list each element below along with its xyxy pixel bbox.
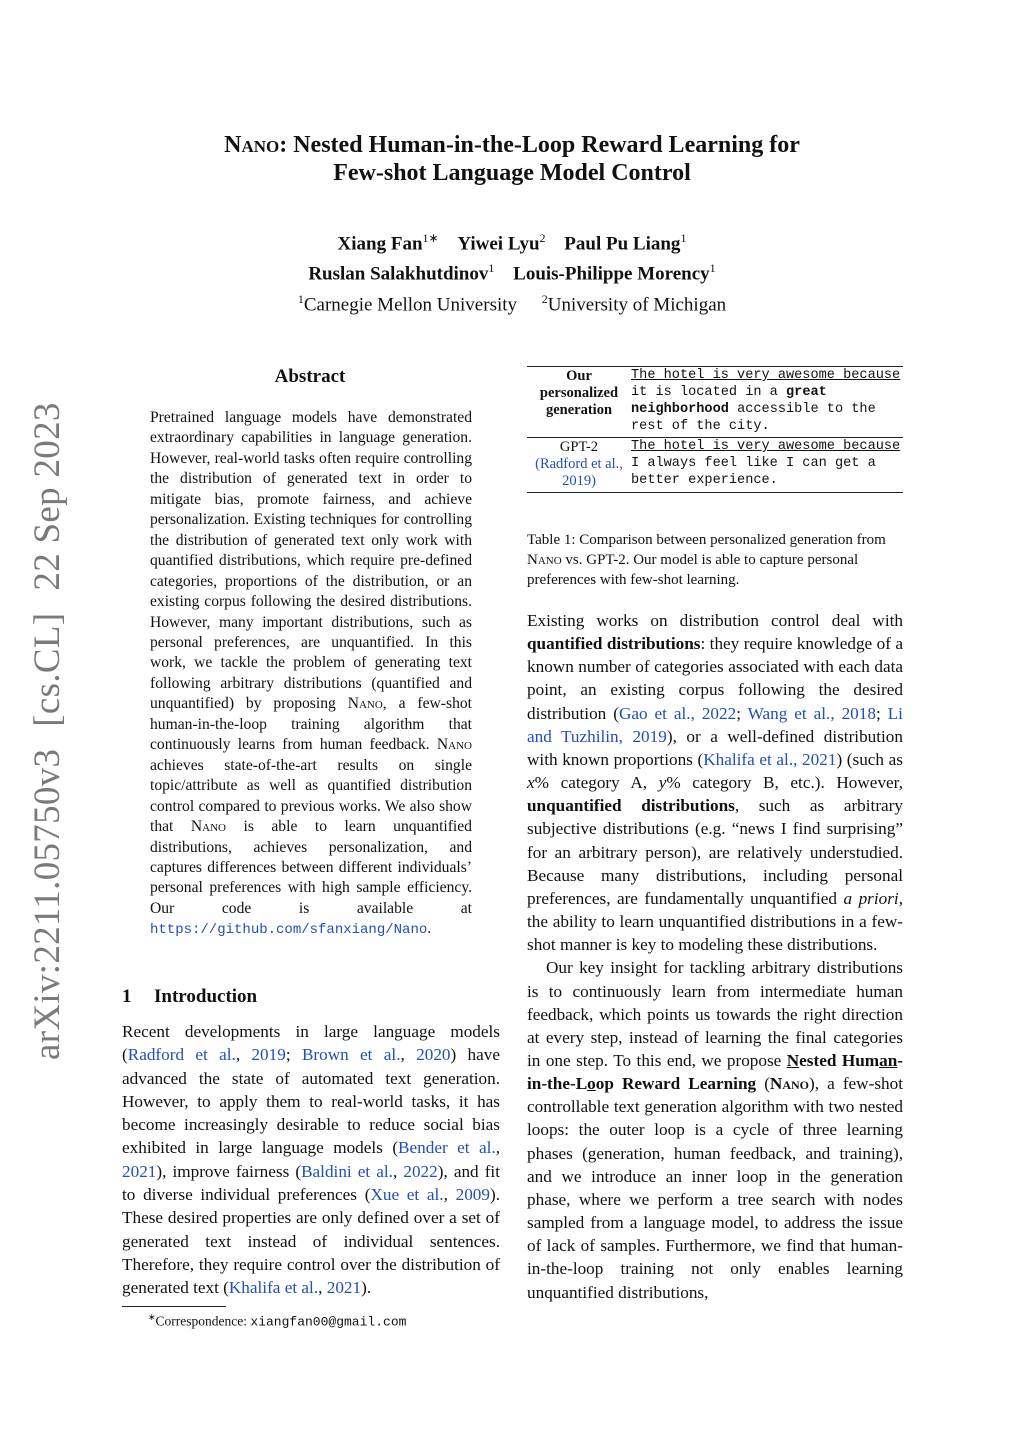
citation-link[interactable]: 2009 bbox=[455, 1185, 490, 1205]
nano-name: Nano bbox=[527, 552, 562, 569]
author-block bbox=[0, 226, 1024, 317]
prompt-text: The hotel is very awesome because bbox=[631, 368, 901, 383]
citation-link[interactable]: Radford et al. bbox=[127, 1045, 236, 1065]
nano-name: Nano bbox=[436, 736, 472, 754]
author-name: Yiwei Lyu bbox=[457, 233, 540, 255]
paragraph: Our key insight for tackling arbitrary distributions is to continuously learn from intermediate human feedback, which points us towards the right direction at every step, instead of learning the final categories in one step. To this end, we propose Nested Human-in-the-Loop Reward Learning (Nano), a few-shot controllable text generation algorithm with two nested loops: the outer loop is a cycle of three learning phases (generation, human feedback, and training), and we introduce an inner loop in the generation phase, where we perform a tree search with nodes sampled from a language model, to address the issue of lack of samples. Furthermore, we find that human-in-the-loop training not only enables learning unquantified distributions, bbox=[527, 958, 903, 1302]
footnote-mark: ∗ bbox=[148, 1312, 156, 1322]
affiliation-mark: 1 bbox=[297, 291, 304, 306]
comparison-table bbox=[527, 366, 903, 493]
arxiv-category: [cs.CL] bbox=[27, 612, 68, 727]
author-affiliation-mark: 2 bbox=[539, 231, 546, 245]
author-affiliation-mark: 1 bbox=[680, 231, 687, 245]
citation-link[interactable]: 2021 bbox=[326, 1278, 362, 1298]
title-line2: Few-shot Language Model Control bbox=[333, 160, 691, 186]
citation-link[interactable]: 2019 bbox=[251, 1045, 286, 1065]
arxiv-stamp bbox=[26, 402, 69, 1060]
affiliation-mark: 2 bbox=[541, 291, 548, 306]
footnote bbox=[148, 1312, 406, 1330]
table-rule-bottom bbox=[527, 492, 903, 493]
title-line1: : Nested Human-in-the-Loop Reward Learning for bbox=[279, 132, 800, 158]
author-name: Louis-Philippe Morency bbox=[513, 263, 710, 285]
author-affiliation-mark: 1 bbox=[709, 261, 716, 276]
citation-link[interactable]: Baldini et al. bbox=[301, 1161, 393, 1181]
citation-link[interactable]: 2020 bbox=[416, 1045, 451, 1065]
affiliation: University of Michigan bbox=[547, 293, 727, 315]
author-affiliation-mark: 1∗ bbox=[422, 231, 439, 245]
citation-link[interactable]: Wang et al., 2018 bbox=[747, 703, 876, 723]
highlighted-phrase: great neighborhood bbox=[631, 385, 827, 417]
row-label bbox=[527, 438, 631, 490]
section-title: Introduction bbox=[154, 986, 258, 1007]
section-heading bbox=[122, 986, 257, 1008]
citation-link[interactable]: Khalifa et al. bbox=[228, 1278, 319, 1298]
model-name: GPT-2 bbox=[559, 439, 599, 455]
citation-link[interactable]: Xue et al. bbox=[370, 1185, 444, 1205]
citation-link[interactable]: (Radford et al., 2019) bbox=[535, 456, 623, 489]
nano-name: Nano bbox=[769, 1074, 810, 1094]
footnote-divider bbox=[122, 1306, 226, 1307]
nano-name: Nano bbox=[347, 695, 383, 713]
nano-name: Nano bbox=[190, 818, 226, 836]
generated-text: The hotel is very awesome because it is located in a great neighborhood accessible to the rest of the city. bbox=[631, 368, 901, 434]
generated-text: The hotel is very awesome because I always feel like I can get a better experience. bbox=[631, 439, 901, 488]
correspondence-email[interactable]: xiangfan00@gmail.com bbox=[250, 1314, 407, 1330]
code-url-link[interactable]: https://github.com/sfanxiang/Nano bbox=[150, 922, 428, 939]
abstract-heading: Abstract bbox=[274, 366, 346, 387]
intro-paragraph: Recent developments in large language models (Radford et al., 2019; Brown et al., 2020) have advanced the state of automated text generation. However, to apply them to real-world tasks, it has become increasingly desirable to reduce social bias exhibited in large language models (Bender et al., 2021), improve fairness (Baldini et al., 2022), and fit to diverse individual preferences (Xue et al., 2009). These desired properties are only defined over a set of generated text instead of individual sentences. Therefore, they require control over the distribution of generated text (Khalifa et al., 2021). bbox=[122, 1022, 500, 1298]
footnote-label: Correspondence: bbox=[155, 1313, 251, 1329]
table-row bbox=[527, 438, 903, 492]
citation-link[interactable]: Li and Tuzhilin, 2019 bbox=[527, 703, 903, 746]
title-nano: Nano bbox=[224, 132, 280, 158]
author-name: Xiang Fan bbox=[337, 233, 423, 255]
affiliation: Carnegie Mellon University bbox=[303, 293, 518, 315]
row-label: Our personalized generation bbox=[539, 368, 619, 418]
citation-link[interactable]: Gao et al., 2022 bbox=[618, 703, 737, 723]
table-caption: Table 1: Comparison between personalized generation from Nano vs. GPT-2. Our model is able to capture personal preferences with few-shot learning. bbox=[527, 532, 886, 589]
abstract-text: Pretrained language models have demonstrated extraordinary capabilities in language generation. However, real-world tasks often require controlling the distribution of generated text in order to mitigate bias, promote fairness, and achieve personalization. Existing techniques for controlling the distribution of generated text only work with quantified distributions, which require pre-defined categories, proportions of the distribution, or an existing corpus following the desired distributions. However, many important distributions, such as personal preferences, are unquantified. In this work, we tackle the problem of generating text following arbitrary distributions (quantified and unquantified) by proposing Nano, a few-shot human-in-the-loop training algorithm that continuously learns from human feedback. Nano achieves state-of-the-art results on single topic/attribute as well as quantified distribution control compared to previous works. We also show that Nano is able to learn unquantified distributions, achieves personalization, and captures differences between different individuals’ personal preferences with high sample efficiency. Our code is available at https://github.com/sfanxiang/Nano. bbox=[150, 409, 472, 939]
arxiv-id: arXiv:2211.05750v3 bbox=[27, 748, 68, 1060]
paper-title bbox=[0, 131, 1024, 187]
citation-link[interactable]: Brown et al. bbox=[301, 1045, 401, 1065]
arxiv-date: 22 Sep 2023 bbox=[27, 402, 68, 591]
author-name: Paul Pu Liang bbox=[564, 233, 681, 255]
author-affiliation-mark: 1 bbox=[488, 261, 495, 276]
table-row bbox=[527, 367, 903, 437]
prompt-text: The hotel is very awesome because bbox=[631, 439, 901, 454]
author-name: Ruslan Salakhutdinov bbox=[308, 263, 489, 285]
section-number: 1 bbox=[122, 986, 132, 1007]
paragraph: Existing works on distribution control deal with quantified distributions: they require knowledge of a known number of categories associated with each data point, an existing corpus following the desired distribution (Gao et al., 2022; Wang et al., 2018; Li and Tuzhilin, 2019), or a well-defined distribution with known proportions (Khalifa et al., 2021) (such as x% category A, y% category B, etc.). However, unquantified distributions, such as arbitrary subjective distributions (e.g. “news I find surprising” for an arbitrary person), are relatively understudied. Because many distributions, including personal preferences, are fundamentally unquantified a priori, the ability to learn unquantified distributions in a few-shot manner is key to modeling these distributions. bbox=[527, 611, 903, 955]
citation-link[interactable]: 2022 bbox=[403, 1161, 438, 1181]
citation-link[interactable]: Bender et al. bbox=[398, 1138, 496, 1158]
citation-link[interactable]: Khalifa et al., 2021 bbox=[703, 749, 837, 769]
citation-link[interactable]: 2021 bbox=[122, 1161, 157, 1181]
right-column-text bbox=[527, 609, 903, 1304]
